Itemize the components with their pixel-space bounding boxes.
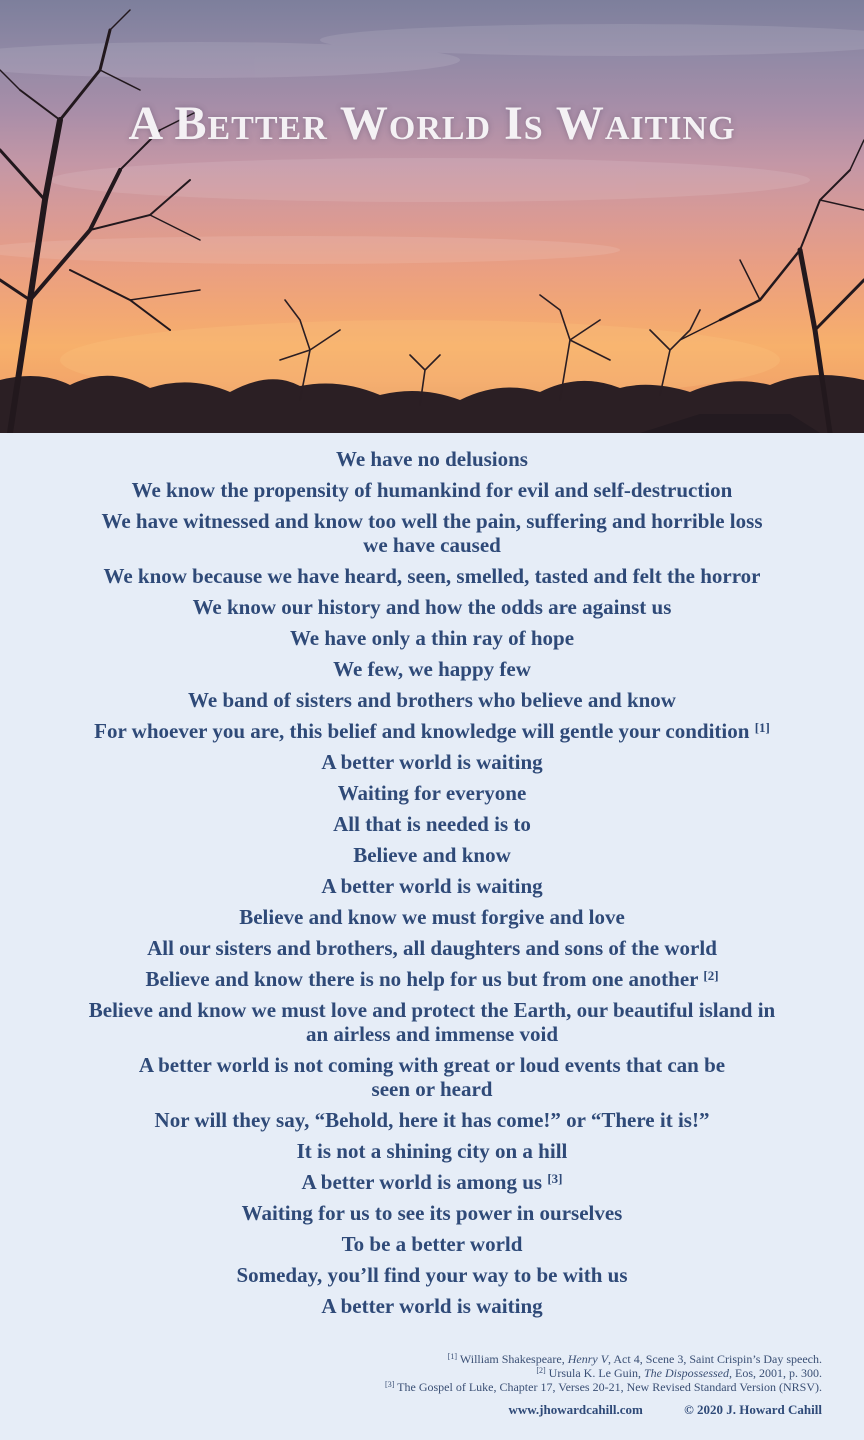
copyright-notice: © 2020 J. Howard Cahill [684, 1402, 822, 1417]
poem-line: All that is needed is to [333, 812, 531, 836]
poem-line: We know the propensity of humankind for evil and self-destruction [131, 478, 733, 502]
poem-line: Waiting for everyone [337, 781, 527, 805]
footer [470, 1402, 822, 1418]
poem-line: We few, we happy few [333, 657, 531, 681]
poem-line: We know because we have heard, seen, smelled, tasted and felt the horror [103, 564, 761, 588]
poem-line: We band of sisters and brothers who believe and know [188, 688, 676, 712]
poem-line: All our sisters and brothers, all daughters and sons of the world [147, 936, 717, 960]
poem-line: Believe and know [353, 843, 511, 867]
poem-line: Someday, you’ll find your way to be with us [236, 1263, 628, 1287]
poem-body [20, 447, 844, 1325]
poem-line: Nor will they say, “Behold, here it has come!” or “There it is!” [154, 1108, 710, 1132]
footnote-ref: [1] [754, 720, 770, 735]
poem-line: A better world is not coming with great or loud events that can be seen or heard [138, 1053, 726, 1101]
poem-line: A better world is waiting [321, 874, 543, 898]
bare-trees-silhouette [0, 0, 864, 433]
poem-line: We have no delusions [336, 447, 528, 471]
footnote-ref: [3] [547, 1171, 563, 1186]
footnote: [3] The Gospel of Luke, Chapter 17, Verses 20-21, New Revised Standard Version (NRSV). [385, 1380, 822, 1394]
poem-line: A better world is waiting [321, 1294, 543, 1318]
poem-line: We know our history and how the odds are against us [192, 595, 672, 619]
poem-line: Believe and know we must forgive and love [239, 905, 625, 929]
footnotes [102, 1352, 822, 1394]
footnote: [1] William Shakespeare, Henry V, Act 4, Scene 3, Saint Crispin’s Day speech. [447, 1352, 822, 1366]
poem-line: Believe and know there is no help for us but from one another [2] [145, 967, 719, 991]
poem-line: A better world is among us [3] [301, 1170, 563, 1194]
poem-line: A better world is waiting [321, 750, 543, 774]
poem-line: We have witnessed and know too well the pain, suffering and horrible loss we have caused [101, 509, 763, 557]
poem-line: We have only a thin ray of hope [289, 626, 575, 650]
poem-line: For whoever you are, this belief and knowledge will gentle your condition [1] [94, 719, 770, 743]
page-title: A Better World Is Waiting [128, 97, 736, 150]
footnote-ref: [2] [703, 968, 719, 983]
poem-line: Waiting for us to see its power in ourselves [241, 1201, 623, 1225]
footnote: [2] Ursula K. Le Guin, The Dispossessed, Eos, 2001, p. 300. [536, 1366, 822, 1380]
poem-line: Believe and know we must love and protect the Earth, our beautiful island in an airless and immense void [88, 998, 776, 1046]
poem-line: To be a better world [341, 1232, 523, 1256]
poem-line: It is not a shining city on a hill [296, 1139, 568, 1163]
sunset-hero-image [0, 0, 864, 433]
website-link[interactable]: www.jhowardcahill.com [508, 1402, 643, 1417]
